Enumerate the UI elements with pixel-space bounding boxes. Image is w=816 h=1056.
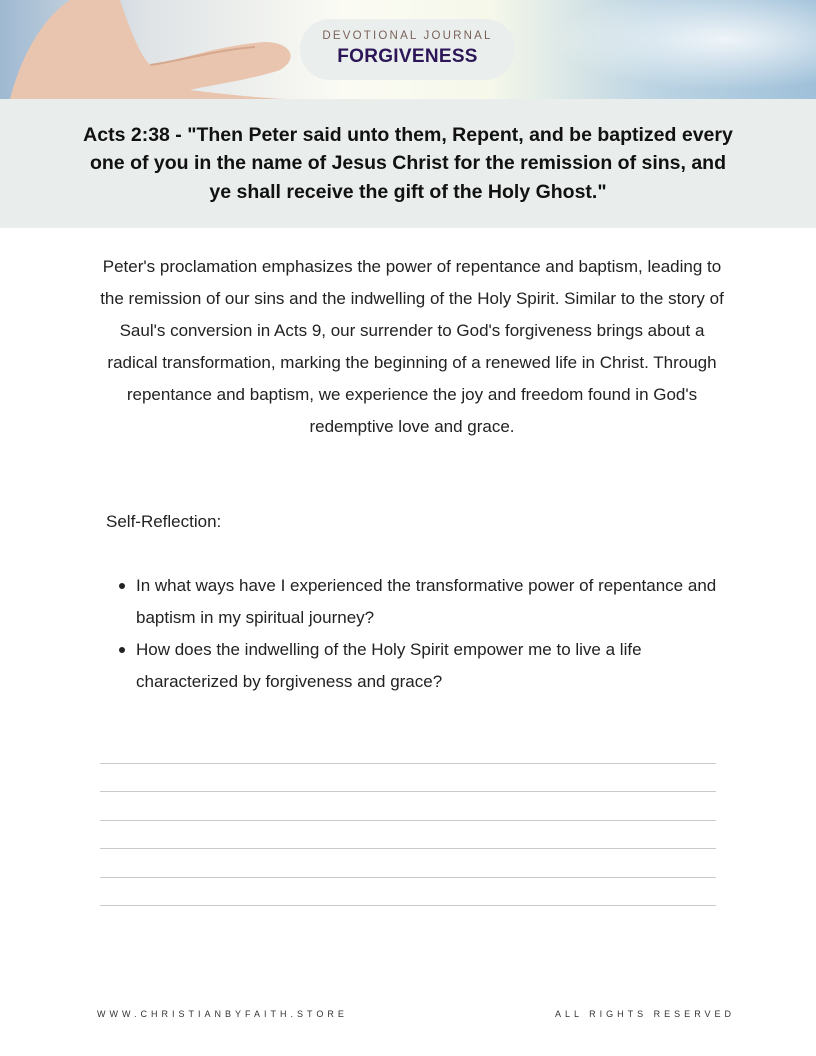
scripture-verse: Acts 2:38 - "Then Peter said unto them, Repent, and be baptized every one of you in the name of Jesus Christ for the remission of sins, and ye shall receive the gift of the Holy Ghost."	[83, 123, 733, 203]
journal-subtitle: DEVOTIONAL JOURNAL	[322, 30, 493, 42]
journal-line	[100, 820, 716, 821]
footer-website: WWW.CHRISTIANBYFAITH.STORE	[97, 1009, 348, 1019]
journal-line	[100, 763, 716, 764]
footer-rights: ALL RIGHTS RESERVED	[555, 1009, 736, 1019]
header-banner	[0, 0, 816, 99]
title-badge	[300, 19, 515, 80]
verse-band	[0, 99, 816, 228]
clouds-image	[516, 0, 816, 99]
devotional-body: Peter's proclamation emphasizes the power of repentance and baptism, leading to the remission of our sins and the indwelling of the Holy Spirit. Similar to the story of Saul's conversion in Acts 9, our surrender to God's forgiveness brings about a radical transformation, marking the beginning of a renewed life in Christ. Through repentance and baptism, we experience the joy and freedom found in God's redemptive love and grace.	[100, 257, 724, 436]
self-reflection-label: Self-Reflection:	[106, 512, 222, 531]
journal-line	[100, 905, 716, 906]
journal-line	[100, 791, 716, 792]
reflection-question: In what ways have I experienced the transformative power of repentance and baptism in my spiritual journey?	[136, 570, 726, 634]
reflection-question: How does the indwelling of the Holy Spirit empower me to live a life characterized by forgiveness and grace?	[136, 634, 726, 698]
reflection-questions	[136, 570, 726, 698]
journal-line	[100, 877, 716, 878]
journal-title: FORGIVENESS	[337, 46, 478, 67]
reaching-hand-image	[0, 0, 330, 99]
journal-line	[100, 848, 716, 849]
